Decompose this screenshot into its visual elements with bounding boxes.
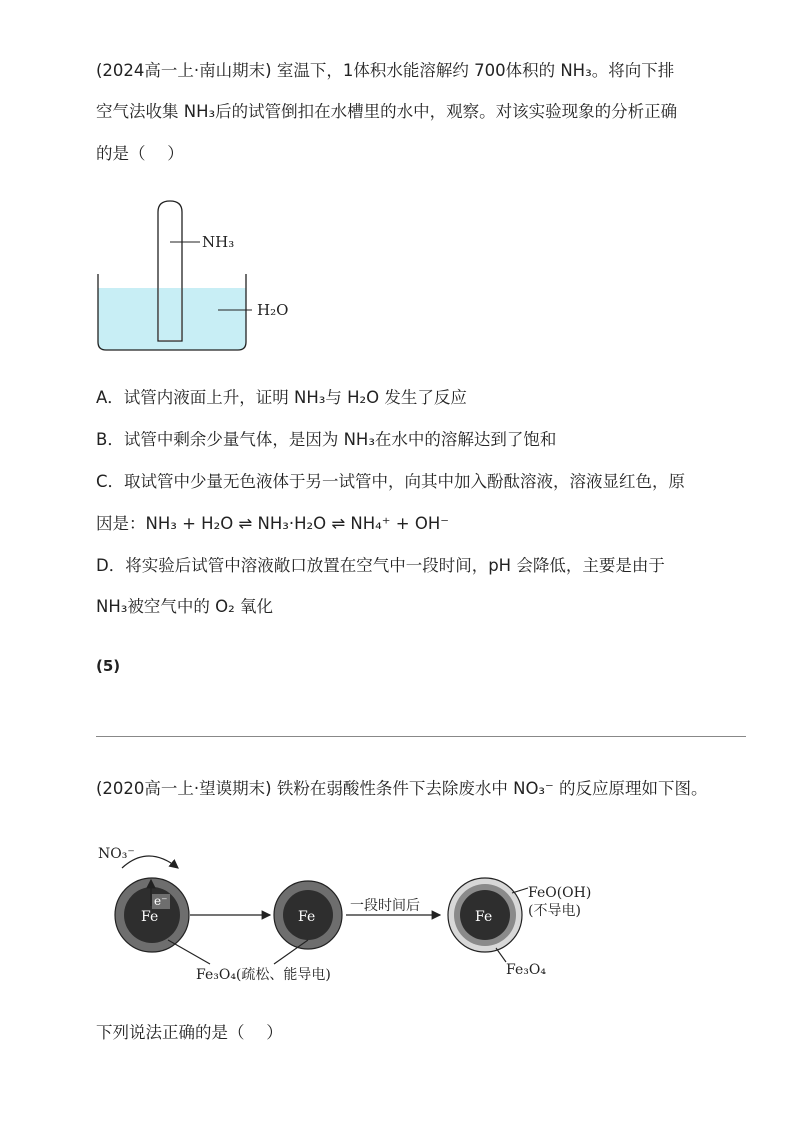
question-number: (5) (96, 657, 121, 675)
fe3o4-loose-label: Fe₃O₄(疏松、能导电) (196, 967, 331, 983)
fe-label-1: Fe (141, 909, 159, 925)
iron-reaction-figure (94, 838, 594, 988)
fe3o4-label: Fe₃O₄ (506, 962, 546, 978)
test-tube-figure (94, 196, 304, 356)
option-b: B．试管中剩余少量气体，是因为 NH₃在水中的溶解达到了饱和 (96, 430, 557, 449)
nonconductive-label: (不导电) (528, 903, 581, 919)
electron-label: e⁻ (154, 894, 168, 908)
nitrate-label: NO₃⁻ (98, 846, 135, 862)
fe-label-3: Fe (475, 909, 493, 925)
fe-label-2: Fe (298, 909, 316, 925)
gas-label: NH₃ (202, 233, 235, 251)
arrow-caption: 一段时间后 (350, 898, 420, 914)
question-stem-line-3: 的是（ ） (96, 144, 184, 163)
option-a: A．试管内液面上升，证明 NH₃与 H₂O 发生了反应 (96, 388, 467, 407)
water-label: H₂O (257, 301, 289, 319)
feooh-label: FeO(OH) (528, 885, 592, 901)
option-d-line-2: NH₃被空气中的 O₂ 氧化 (96, 597, 273, 616)
question-stem-line-1: (2024高一上·南山期末) 室温下，1体积水能溶解约 700体积的 NH₃。将向下排 (96, 61, 675, 80)
option-c-line-1: C．取试管中少量无色液体于另一试管中，向其中加入酚酞溶液，溶液显红色，原 (96, 472, 686, 491)
question-stem-line-2: 空气法收集 NH₃后的试管倒扣在水槽里的水中，观察。对该实验现象的分析正确 (96, 102, 678, 121)
section-divider (96, 736, 746, 737)
option-d-line-1: D．将实验后试管中溶液敞口放置在空气中一段时间，pH 会降低，主要是由于 (96, 556, 665, 575)
question-2-prompt: 下列说法正确的是（ ） (96, 1023, 283, 1042)
question-2-stem: (2020高一上·望谟期末) 铁粉在弱酸性条件下去除废水中 NO₃⁻ 的反应原理如下图。 (96, 779, 708, 798)
option-c-line-2: 因是：NH₃ + H₂O ⇌ NH₃·H₂O ⇌ NH₄⁺ + OH⁻ (96, 514, 449, 533)
